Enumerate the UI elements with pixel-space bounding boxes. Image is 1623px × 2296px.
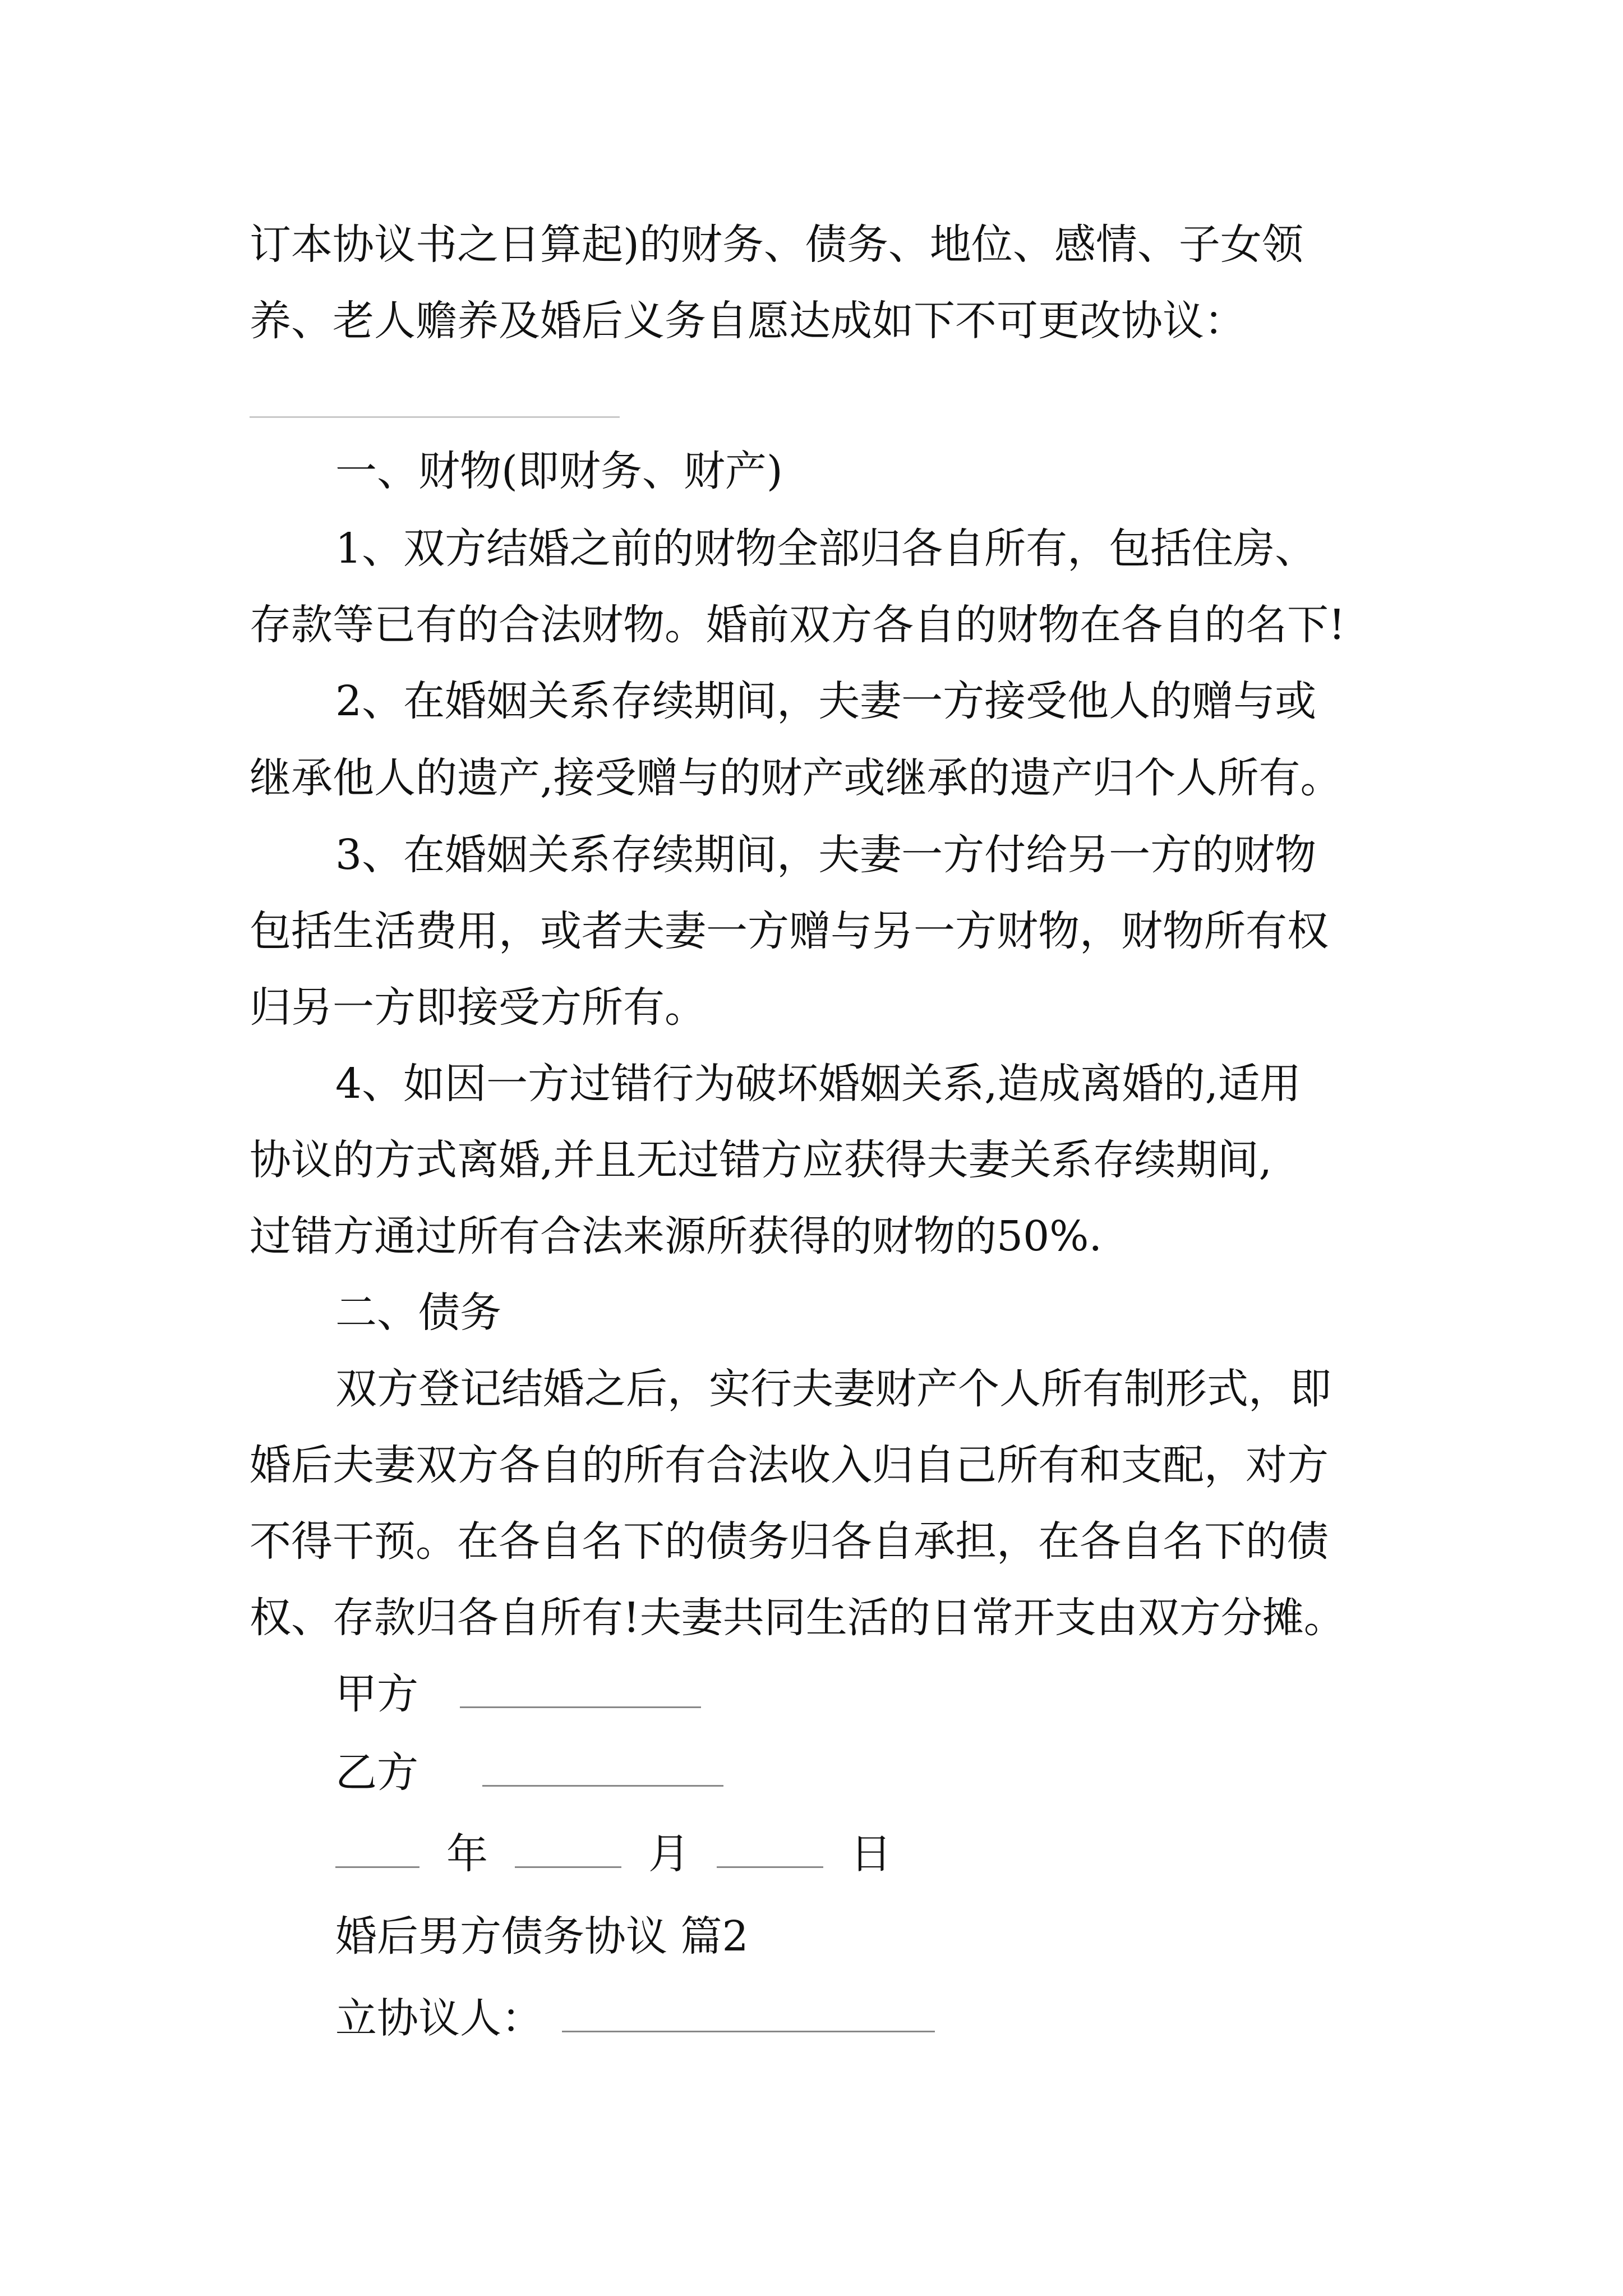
paragraph-line: 继承他人的遗产,接受赠与的财产或继承的遗产归个人所有。 [250,754,1342,802]
year-label: 年 [446,1830,488,1878]
month-blank [515,1833,621,1868]
paragraph-line: 双方登记结婚之后，实行夫妻财产个人所有制形式，即 [335,1365,1331,1413]
paragraph-line: 4、如因一方过错行为破坏婚姻关系,造成离婚的,适用 [335,1060,1302,1108]
signatory-row [335,1990,935,2046]
year-blank [335,1833,419,1868]
paragraph-line: 3、在婚姻关系存续期间，夫妻一方付给另一方的财物 [335,831,1317,879]
party-a-label: 甲方 [335,1670,418,1718]
party-a-row [335,1666,701,1722]
party-a-blank [460,1673,701,1708]
day-label: 日 [850,1830,892,1878]
paragraph-line: 包括生活费用，或者夫妻一方赠与另一方财物，财物所有权 [250,907,1329,955]
paragraph-line: 养、老人赡养及婚后义务自愿达成如下不可更改协议： [250,297,1246,345]
party-b-row [335,1745,723,1801]
party-b-label: 乙方 [335,1749,418,1797]
section-heading: 二、债务 [335,1289,501,1337]
month-label: 月 [648,1830,690,1878]
divider [250,416,620,418]
paragraph-line: 不得干预。在各自名下的债务归各自承担，在各自名下的债 [250,1517,1329,1566]
paragraph-line: 1、双方结婚之前的财物全部归各自所有，包括住房、 [335,524,1317,573]
paragraph-line: 存款等已有的合法财物。婚前双方各自的财物在各自的名下! [250,601,1345,649]
paragraph-line: 归另一方即接受方所有。 [250,983,706,1032]
paragraph-line: 2、在婚姻关系存续期间，夫妻一方接受他人的赠与或 [335,677,1317,725]
signatory-label: 立协议人： [335,1994,543,2042]
paragraph-line: 订本协议书之日算起)的财务、债务、地位、感情、子女领 [250,220,1303,269]
section-title: 婚后男方债务协议 篇2 [335,1912,749,1961]
signatory-blank [562,1997,935,2032]
date-row [335,1826,919,1882]
section-heading: 一、财物(即财务、财产) [335,447,783,495]
paragraph-line: 过错方通过所有合法来源所获得的财物的50%. [250,1212,1102,1260]
party-b-blank [482,1751,723,1787]
paragraph-line: 协议的方式离婚,并且无过错方应获得夫妻关系存续期间, [250,1136,1272,1184]
paragraph-line: 权、存款归各自所有!夫妻共同生活的日常开支由双方分摊。 [250,1594,1345,1642]
paragraph-line: 婚后夫妻双方各自的所有合法收入归自己所有和支配，对方 [250,1441,1329,1489]
day-blank [717,1833,823,1868]
